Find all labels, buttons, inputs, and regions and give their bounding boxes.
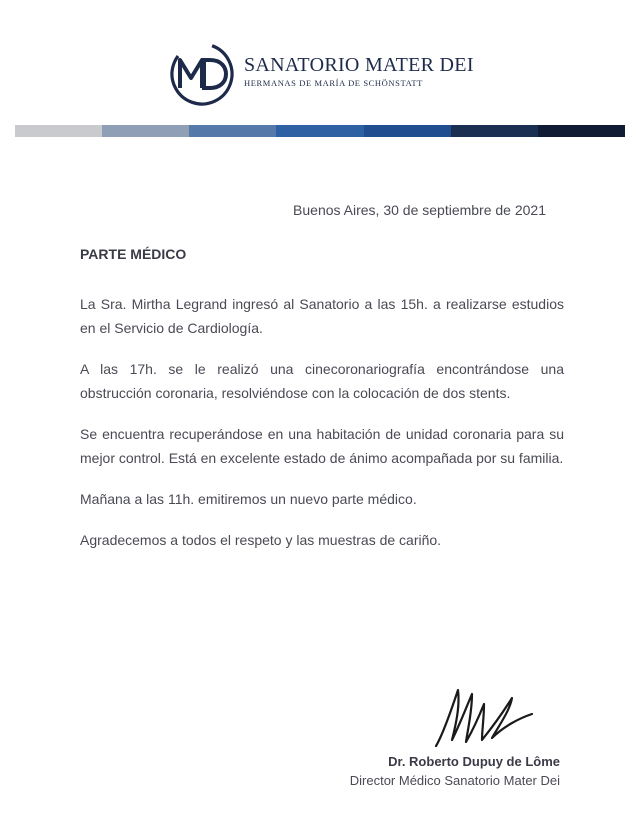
md-monogram-icon <box>166 38 238 110</box>
letter-heading: PARTE MÉDICO <box>80 246 187 262</box>
brand-subtitle: HERMANAS DE MARÍA DE SCHÖNSTATT <box>244 78 423 88</box>
handwritten-signature-icon <box>432 684 536 748</box>
signatory-role: Director Médico Sanatorio Mater Dei <box>349 773 560 788</box>
signatory <box>350 754 560 788</box>
paragraph: Mañana a las 11h. emitiremos un nuevo parte médico. <box>80 491 417 507</box>
paragraph: La Sra. Mirtha Legrand ingresó al Sanatorio a las 15h. a realizarse estudios en el Servicio de Cardiología. <box>80 296 564 336</box>
color-band <box>15 125 625 137</box>
band-segment <box>538 125 625 137</box>
letter-body <box>80 292 564 569</box>
letterhead <box>0 0 638 120</box>
signatory-name: Dr. Roberto Dupuy de Lôme <box>388 754 560 769</box>
letter-date: Buenos Aires, 30 de septiembre de 2021 <box>293 202 546 218</box>
brand-block <box>244 54 474 88</box>
band-segment <box>364 125 451 137</box>
band-segment <box>276 125 363 137</box>
paragraph: Agradecemos a todos el respeto y las muestras de cariño. <box>80 532 442 548</box>
brand-name: SANATORIO MATER DEI <box>244 54 474 76</box>
band-segment <box>451 125 538 137</box>
band-segment <box>102 125 189 137</box>
paragraph: A las 17h. se le realizó una cinecoronariografía encontrándose una obstrucción coronaria, resolviéndose con la colocación de dos stents. <box>80 361 564 401</box>
paragraph: Se encuentra recuperándose en una habitación de unidad coronaria para su mejor control. Está en excelente estado de ánimo acompañada por su familia. <box>80 426 564 466</box>
band-segment <box>15 125 102 137</box>
band-segment <box>189 125 276 137</box>
